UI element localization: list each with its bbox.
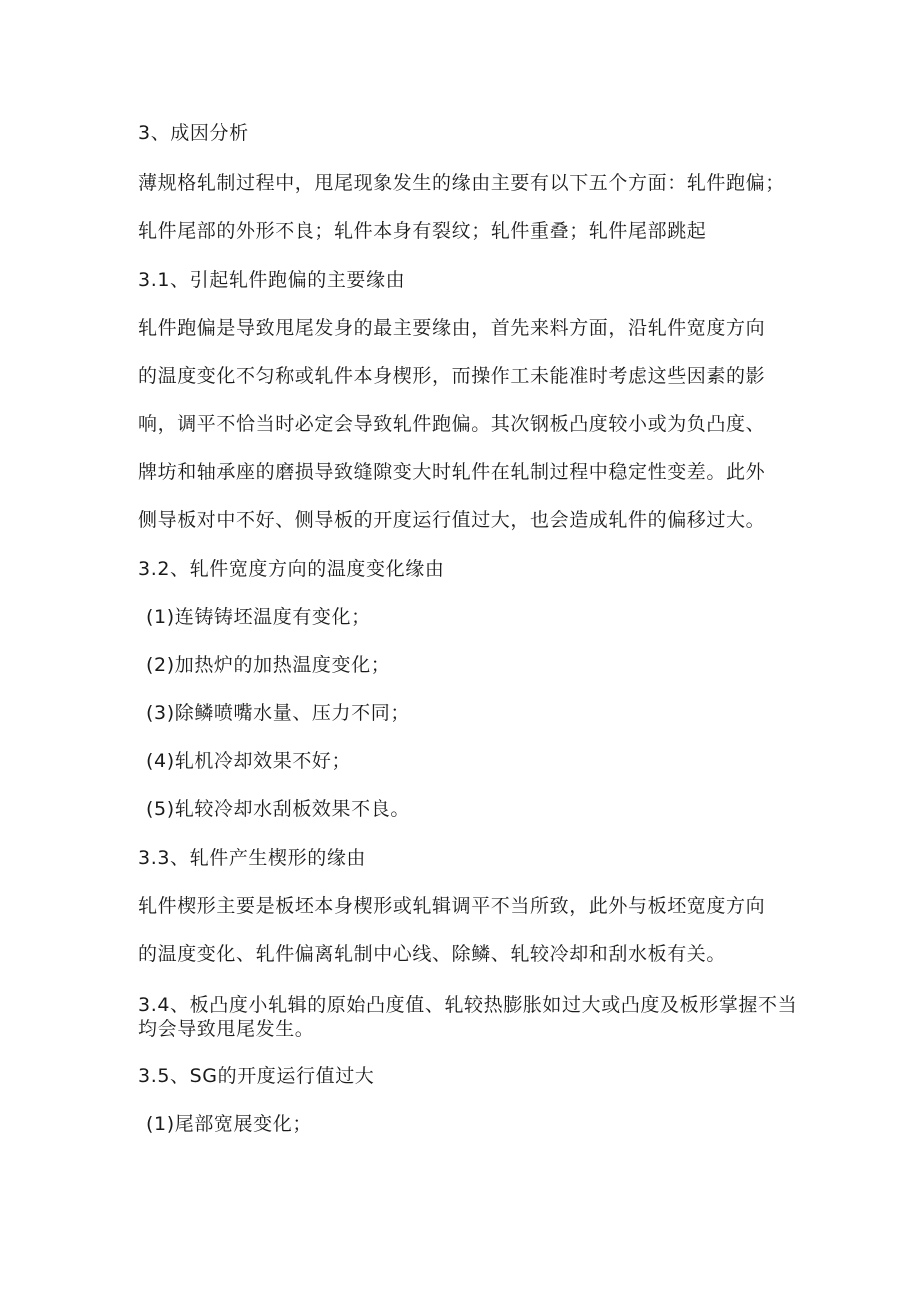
section-heading-3-4: 3.4、板凸度小轧辑的原始凸度值、轧较热膨胀如过大或凸度及板形掌握不当均会导致甩尾发生。 bbox=[138, 994, 798, 1040]
paragraph-line: 轧件跑偏是导致甩尾发身的最主要缘由，首先来料方面，沿轧件宽度方向 bbox=[138, 317, 766, 339]
section-heading-3-5: 3.5、SG的开度运行值过大 bbox=[138, 1065, 375, 1087]
section-heading-3-2: 3.2、轧件宽度方向的温度变化缘由 bbox=[138, 558, 445, 580]
list-item: (1)尾部宽展变化； bbox=[146, 1113, 312, 1135]
paragraph-line: 的温度变化、轧件偏离轧制中心线、除鳞、轧较冷却和刮水板有关。 bbox=[138, 943, 727, 965]
list-item: (4)轧机冷却效果不好； bbox=[146, 750, 352, 772]
list-item: (1)连铸铸坯温度有变化； bbox=[146, 606, 371, 628]
paragraph-line: 轧件尾部的外形不良；轧件本身有裂纹；轧件重叠；轧件尾部跳起 bbox=[138, 220, 707, 242]
paragraph-line: 轧件楔形主要是板坯本身楔形或轧辑调平不当所致，此外与板坯宽度方向 bbox=[138, 895, 766, 917]
paragraph-line: 的温度变化不匀称或轧件本身楔形，而操作工未能准时考虑这些因素的影 bbox=[138, 365, 766, 387]
paragraph-line: 薄规格轧制过程中，甩尾现象发生的缘由主要有以下五个方面：轧件跑偏； bbox=[138, 172, 785, 194]
section-heading-3-1: 3.1、引起轧件跑偏的主要缘由 bbox=[138, 269, 406, 291]
section-heading-3-3: 3.3、轧件产生楔形的缘由 bbox=[138, 847, 367, 869]
paragraph-line: 侧导板对中不好、侧导板的开度运行值过大，也会造成轧件的偏移过大。 bbox=[138, 509, 766, 531]
list-item: (2)加热炉的加热温度变化； bbox=[146, 654, 391, 676]
section-heading-3: 3、成因分析 bbox=[138, 122, 249, 144]
list-item: (5)轧较冷却水刮板效果不良。 bbox=[146, 798, 410, 820]
paragraph-line: 牌坊和轴承座的磨损导致缝隙变大时轧件在轧制过程中稳定性变差。此外 bbox=[138, 461, 766, 483]
paragraph-line: 响，调平不恰当时必定会导致轧件跑偏。其次钢板凸度较小或为负凸度、 bbox=[138, 413, 766, 435]
list-item: (3)除鳞喷嘴水量、压力不同； bbox=[146, 702, 410, 724]
